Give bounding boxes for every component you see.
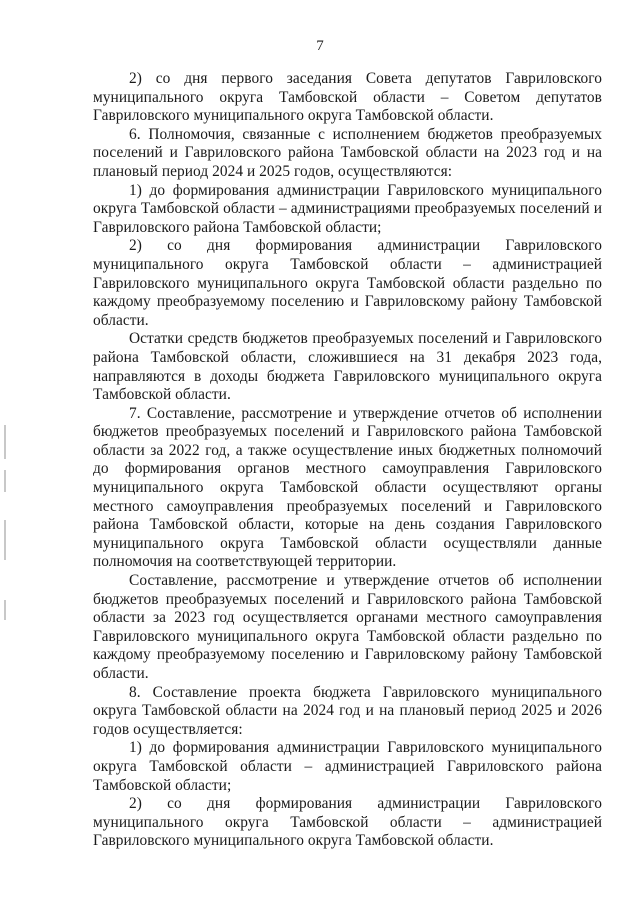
paragraph: 6. Полномочия, связанные с исполнением бюджетов преобразуемых поселений и Гавриловского района Тамбовской области на 2023 год и на плановый период 2024 и 2025 годов, осуществляются: [93,125,602,180]
scan-margin-mark [4,600,6,620]
paragraph: 2) со дня формирования администрации Гавриловского муниципального округа Тамбовской области – администрацией Гавриловского муниципального округа Тамбовской области раздельно по каждому преобразуемому поселению и Гавриловскому району Тамбовской области. [93,237,602,329]
paragraph: 2) со дня первого заседания Совета депутатов Гавриловского муниципального округа Тамбовской области – Советом депутатов Гавриловского муниципального округа Тамбовской области. [93,70,602,125]
paragraph: Составление, рассмотрение и утверждение отчетов об исполнении бюджетов преобразуемых поселений и Гавриловского района Тамбовской области за 2023 год осуществляется органами местного самоуправления Гавриловского муниципального округа Тамбовской области раздельно по каждому преобразуемому поселению и Гавриловскому району Тамбовской области. [93,572,602,682]
paragraph: 7. Составление, рассмотрение и утверждение отчетов об исполнении бюджетов преобразуемых поселений и Гавриловского района Тамбовской области за 2022 год, а также осуществление иных бюджетных полномочий до формирования органов местного самоуправления Гавриловского муниципального округа Тамбовской области осуществляют органы местного самоуправления преобразуемых поселений и Гавриловского района Тамбовской области, которые на день создания Гавриловского муниципального округа Тамбовской области осуществляли данные полномочия на соответствующей территории. [93,404,602,571]
scan-margin-mark [4,520,6,560]
paragraph: Остатки средств бюджетов преобразуемых поселений и Гавриловского района Тамбовской области, сложившиеся на 31 декабря 2023 года, направляются в доходы бюджета Гавриловского муниципального округа Тамбовской области. [93,330,602,404]
scan-margin-mark [4,425,6,459]
paragraph: 1) до формирования администрации Гавриловского муниципального округа Тамбовской области – администрацией Гавриловского района Тамбовской области; [93,739,602,794]
document-body [93,70,602,851]
page-number: 7 [316,38,324,54]
paragraph: 8. Составление проекта бюджета Гавриловского муниципального округа Тамбовской области на 2024 год и на плановый период 2025 и 2026 годов осуществляется: [93,683,602,738]
scan-margin-mark [4,470,6,492]
paragraph: 2) со дня формирования администрации Гавриловского муниципального округа Тамбовской области – администрацией Гавриловского муниципального округа Тамбовской области. [93,795,602,850]
paragraph: 1) до формирования администрации Гавриловского муниципального округа Тамбовской области – администрациями преобразуемых поселений и Гавриловского района Тамбовской области; [93,181,602,236]
